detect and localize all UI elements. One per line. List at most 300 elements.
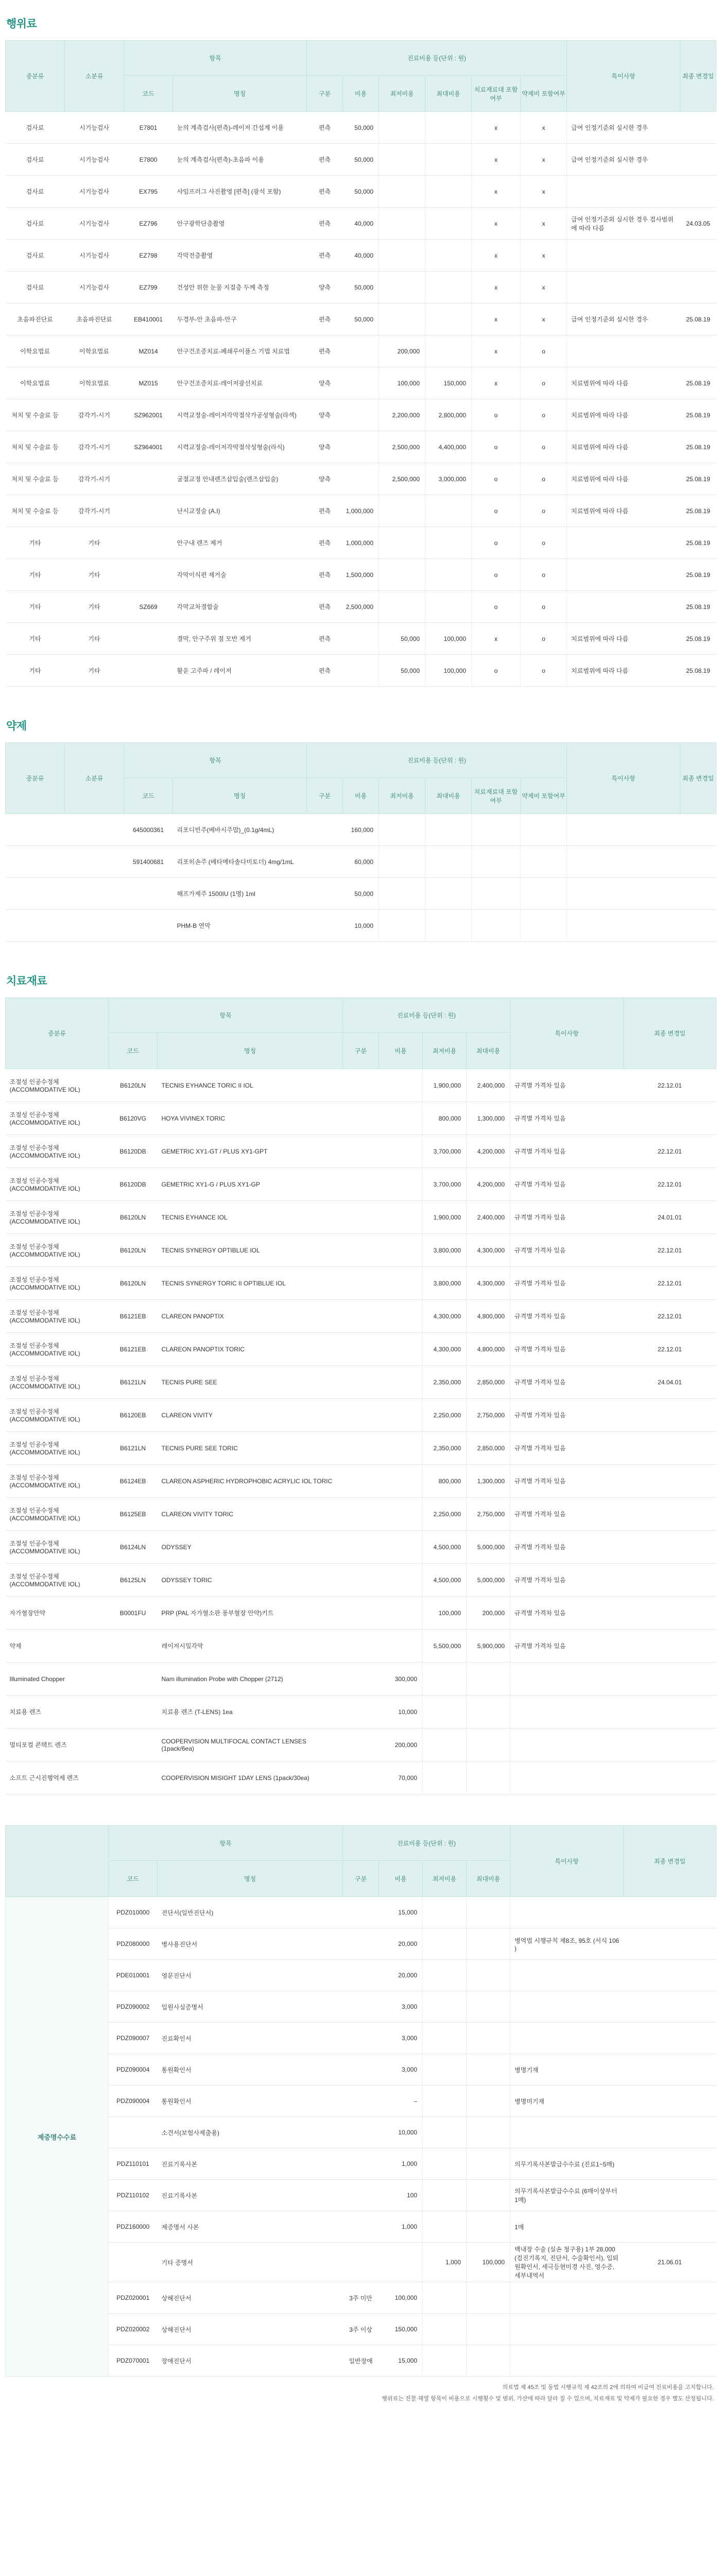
cell-last-changed bbox=[624, 2211, 716, 2243]
cell-code: MZ015 bbox=[124, 367, 173, 399]
cell-name: 기타 증명서 bbox=[158, 2243, 343, 2282]
cell-note: 규격별 가격차 있음 bbox=[510, 1630, 624, 1663]
cell-min: 4,500,000 bbox=[423, 1531, 467, 1564]
cell-min: 2,500,000 bbox=[379, 463, 425, 495]
cell-min bbox=[423, 1928, 467, 1960]
cell-drug-included: o bbox=[521, 495, 567, 527]
cell-note: 규격별 가격차 있음 bbox=[510, 1102, 624, 1135]
cell-code bbox=[124, 623, 173, 655]
cell-last-changed bbox=[680, 144, 716, 176]
table-row bbox=[6, 463, 716, 495]
cell-cost: 10,000 bbox=[343, 910, 379, 942]
cell-last-changed: 22.12.01 bbox=[624, 1234, 716, 1267]
cell-max bbox=[467, 2148, 510, 2180]
cell-cost: 70,000 bbox=[379, 1761, 423, 1794]
cell-cost: 50,000 bbox=[343, 878, 379, 910]
cell-max bbox=[425, 559, 472, 591]
cell-max bbox=[467, 2345, 510, 2377]
cell-max: 2,800,000 bbox=[425, 399, 472, 431]
header-major: 중분류 bbox=[6, 998, 109, 1069]
cell-last-changed: 25.08.19 bbox=[680, 399, 716, 431]
cell-last-changed bbox=[624, 2148, 716, 2180]
cell-drug-included: o bbox=[521, 655, 567, 687]
cell-major: 처치 및 수술료 등 bbox=[6, 463, 65, 495]
cell-major: 기타 bbox=[6, 591, 65, 623]
cell-treatment-included: x bbox=[472, 367, 521, 399]
cell-name: 진료기록사본 bbox=[158, 2148, 343, 2180]
cell-max: 3,000,000 bbox=[425, 463, 472, 495]
cell-code: B6120LN bbox=[109, 1267, 158, 1300]
cell-min bbox=[379, 846, 425, 878]
cell-note bbox=[510, 1897, 624, 1928]
procedure-fee-table bbox=[5, 40, 716, 687]
table-row bbox=[6, 1432, 716, 1465]
cell-note: 병명미기재 bbox=[510, 2086, 624, 2117]
header-cost: 비용 bbox=[343, 778, 379, 814]
cell-cost: 50,000 bbox=[343, 303, 379, 335]
cell-code: B6124LN bbox=[109, 1531, 158, 1564]
cell-minor: 시기능검사 bbox=[65, 240, 124, 272]
table-row bbox=[6, 591, 716, 623]
cell-name: 전단서(일반진단서) bbox=[158, 1897, 343, 1928]
cell-last-changed bbox=[624, 1432, 716, 1465]
cell-note: 백내장 수술 (실손 청구용) 1부 28,000 (검진기록지, 진단서, 수술확인서), 입퇴원확인서, 세극등현미경 사진, 영수증, 세부내역서 bbox=[510, 2243, 624, 2282]
cell-note: 의무기록사본발급수수료 (진료1~5매) bbox=[510, 2148, 624, 2180]
cell-minor: 기타 bbox=[65, 655, 124, 687]
cell-name: PHM-B 연막 bbox=[173, 910, 307, 942]
cell-name: COOPERVISION MULTIFOCAL CONTACT LENSES (1pack/6ea) bbox=[158, 1728, 343, 1761]
cell-note bbox=[567, 240, 680, 272]
cell-last-changed bbox=[680, 335, 716, 367]
cell-major: 기타 bbox=[6, 559, 65, 591]
header-min: 최저비용 bbox=[423, 1861, 467, 1897]
cell-note: 급여 인정기준외 실시한 경우 bbox=[567, 303, 680, 335]
cell-gubun: 편측 bbox=[307, 559, 343, 591]
cell-min bbox=[379, 240, 425, 272]
cell-max: 1,300,000 bbox=[467, 1102, 510, 1135]
cell-gubun: 편측 bbox=[307, 623, 343, 655]
table-row bbox=[6, 846, 716, 878]
cell-last-changed bbox=[624, 1630, 716, 1663]
cell-min bbox=[379, 112, 425, 144]
cell-max: 100,000 bbox=[425, 655, 472, 687]
header-item: 항목 bbox=[124, 743, 307, 778]
cell-last-changed: 25.08.19 bbox=[680, 623, 716, 655]
table-row bbox=[6, 814, 716, 846]
cell-name: HOYA VIVINEX TORIC bbox=[158, 1102, 343, 1135]
cell-gubun bbox=[343, 1991, 379, 2023]
cell-major: 조절성 인공수정체 (ACCOMMODATIVE IOL) bbox=[6, 1300, 109, 1333]
header-last-changed: 최종 변경일 bbox=[680, 41, 716, 112]
cell-major: 이학요법료 bbox=[6, 335, 65, 367]
cell-note: 규격별 가격차 있음 bbox=[510, 1333, 624, 1366]
cell-code: PDZ160000 bbox=[109, 2211, 158, 2243]
cell-min: 2,500,000 bbox=[379, 431, 425, 463]
cell-last-changed bbox=[680, 846, 716, 878]
cell-max bbox=[467, 2211, 510, 2243]
header-gubun: 구분 bbox=[343, 1033, 379, 1069]
cell-last-changed: 24.01.01 bbox=[624, 1201, 716, 1234]
cell-last-changed bbox=[624, 1498, 716, 1531]
cell-min bbox=[423, 2148, 467, 2180]
cell-max bbox=[467, 1696, 510, 1728]
cell-max: 4,800,000 bbox=[467, 1300, 510, 1333]
header-name: 명칭 bbox=[173, 778, 307, 814]
header-cost: 비용 bbox=[379, 1861, 423, 1897]
cell-max bbox=[467, 1728, 510, 1761]
cell-cost: 15,000 bbox=[379, 1897, 423, 1928]
cell-code: PDZ020002 bbox=[109, 2314, 158, 2345]
cell-cost: 1,000 bbox=[379, 2211, 423, 2243]
cell-major: 조절성 인공수정체 (ACCOMMODATIVE IOL) bbox=[6, 1069, 109, 1102]
cell-major: 조절성 인공수정체 (ACCOMMODATIVE IOL) bbox=[6, 1498, 109, 1531]
cell-name: 레이저시밀각막 bbox=[158, 1630, 343, 1663]
table-row bbox=[6, 1991, 716, 2023]
header-max: 최대비용 bbox=[467, 1033, 510, 1069]
cell-cost bbox=[343, 623, 379, 655]
cell-code bbox=[109, 1696, 158, 1728]
header-min: 최저비용 bbox=[379, 778, 425, 814]
cell-code bbox=[109, 2117, 158, 2148]
header-drug-included: 약제비 포함여부 bbox=[521, 778, 567, 814]
header-cost: 비용 bbox=[379, 1033, 423, 1069]
cell-treatment-included bbox=[472, 910, 521, 942]
header-max: 최대비용 bbox=[425, 76, 472, 112]
cell-gubun bbox=[343, 1663, 379, 1696]
cell-gubun bbox=[343, 2180, 379, 2211]
cell-code: EZ798 bbox=[124, 240, 173, 272]
cell-last-changed: 25.08.19 bbox=[680, 591, 716, 623]
cell-max: 2,750,000 bbox=[467, 1399, 510, 1432]
header-note: 특이사항 bbox=[510, 1826, 624, 1897]
cell-minor: 기타 bbox=[65, 559, 124, 591]
cell-name: 치료용 렌즈 (T-LENS) 1ea bbox=[158, 1696, 343, 1728]
cell-code: SZ964001 bbox=[124, 431, 173, 463]
cell-gubun bbox=[343, 2148, 379, 2180]
cell-note bbox=[567, 559, 680, 591]
cell-name: 굴절교정 안내렌즈삽입술(렌즈삽입술) bbox=[173, 463, 307, 495]
cell-last-changed bbox=[624, 1564, 716, 1597]
cell-gubun: 편측 bbox=[307, 176, 343, 208]
cell-last-changed bbox=[680, 272, 716, 303]
cell-min: 50,000 bbox=[379, 623, 425, 655]
cell-treatment-included: x bbox=[472, 623, 521, 655]
cell-last-changed bbox=[624, 2282, 716, 2314]
section-title-drugs: 약제 bbox=[6, 720, 27, 732]
table-row bbox=[6, 2282, 716, 2314]
header-treatment-included: 치료재료대 포함여부 bbox=[472, 76, 521, 112]
cell-max bbox=[425, 527, 472, 559]
table-row bbox=[6, 176, 716, 208]
cell-cost: 150,000 bbox=[379, 2314, 423, 2345]
header-max: 최대비용 bbox=[425, 778, 472, 814]
cell-gubun bbox=[343, 1300, 379, 1333]
cell-max: 2,400,000 bbox=[467, 1201, 510, 1234]
cell-code: B6121LN bbox=[109, 1432, 158, 1465]
cell-cost bbox=[379, 1498, 423, 1531]
header-gubun: 구분 bbox=[307, 778, 343, 814]
cell-cost bbox=[379, 1201, 423, 1234]
cell-gubun bbox=[307, 878, 343, 910]
cell-minor bbox=[65, 814, 124, 846]
cell-minor: 감각기-시기 bbox=[65, 463, 124, 495]
cell-min: 3,800,000 bbox=[423, 1267, 467, 1300]
cell-min bbox=[423, 2345, 467, 2377]
cell-last-changed: 22.12.01 bbox=[624, 1168, 716, 1201]
table-row bbox=[6, 2243, 716, 2282]
cell-last-changed: 25.08.19 bbox=[680, 495, 716, 527]
cell-min bbox=[379, 208, 425, 240]
cell-code: PDZ020001 bbox=[109, 2282, 158, 2314]
cell-max bbox=[425, 176, 472, 208]
cell-gubun bbox=[343, 2117, 379, 2148]
cell-cost: 50,000 bbox=[343, 176, 379, 208]
cell-gubun bbox=[343, 1135, 379, 1168]
cell-min bbox=[379, 527, 425, 559]
cell-max bbox=[467, 1960, 510, 1991]
cell-treatment-included: o bbox=[472, 527, 521, 559]
cell-name: Nam illumination Probe with Chopper (2712) bbox=[158, 1663, 343, 1696]
cell-code bbox=[124, 559, 173, 591]
cell-major: 이학요법료 bbox=[6, 367, 65, 399]
cell-min bbox=[423, 1960, 467, 1991]
cell-code: PDZ010000 bbox=[109, 1897, 158, 1928]
cell-gubun bbox=[343, 2086, 379, 2117]
cell-treatment-included: o bbox=[472, 591, 521, 623]
cell-note bbox=[510, 2314, 624, 2345]
cell-note: 병명기재 bbox=[510, 2054, 624, 2086]
cell-major: 조절성 인공수정체 (ACCOMMODATIVE IOL) bbox=[6, 1531, 109, 1564]
cell-max: 100,000 bbox=[467, 2243, 510, 2282]
cell-min bbox=[423, 2180, 467, 2211]
cell-gubun: 편측 bbox=[307, 591, 343, 623]
cell-treatment-included: o bbox=[472, 399, 521, 431]
cell-cost: 10,000 bbox=[379, 1696, 423, 1728]
cell-gubun bbox=[307, 910, 343, 942]
cell-note: 규격별 가격차 있음 bbox=[510, 1465, 624, 1498]
cell-last-changed bbox=[624, 1399, 716, 1432]
cell-max bbox=[467, 2023, 510, 2054]
cell-cost bbox=[343, 431, 379, 463]
cell-last-changed bbox=[680, 814, 716, 846]
cell-name: 건성안 위한 눈물 지질층 두께 측정 bbox=[173, 272, 307, 303]
header-min: 최저비용 bbox=[423, 1033, 467, 1069]
table-row bbox=[6, 878, 716, 910]
cell-note: 치료범위에 따라 다름 bbox=[567, 367, 680, 399]
table-row bbox=[6, 1135, 716, 1168]
cell-name: 진료기록사본 bbox=[158, 2180, 343, 2211]
cell-min: 1,900,000 bbox=[423, 1201, 467, 1234]
cell-cost: 50,000 bbox=[343, 272, 379, 303]
cell-code: 645000361 bbox=[124, 814, 173, 846]
procedure-rows bbox=[6, 112, 716, 687]
cell-gubun bbox=[307, 846, 343, 878]
table-row bbox=[6, 1333, 716, 1366]
cell-gubun bbox=[343, 2243, 379, 2282]
table-row bbox=[6, 1234, 716, 1267]
header-code: 코드 bbox=[109, 1861, 158, 1897]
cell-note bbox=[510, 2345, 624, 2377]
cell-max bbox=[467, 2180, 510, 2211]
header-item: 항목 bbox=[109, 1826, 343, 1861]
cell-major: 검사료 bbox=[6, 272, 65, 303]
table-row bbox=[6, 367, 716, 399]
cell-note: 1매 bbox=[510, 2211, 624, 2243]
cell-cost bbox=[379, 1465, 423, 1498]
footnote-block bbox=[5, 2382, 716, 2404]
cell-gubun bbox=[343, 1597, 379, 1630]
cell-code: B6120LN bbox=[109, 1234, 158, 1267]
table-row bbox=[6, 910, 716, 942]
cell-last-changed bbox=[624, 1597, 716, 1630]
cell-major bbox=[6, 814, 65, 846]
cell-cost: 3,000 bbox=[379, 2054, 423, 2086]
cell-last-changed: 25.08.19 bbox=[680, 431, 716, 463]
cell-treatment-included: x bbox=[472, 272, 521, 303]
cell-note bbox=[510, 2282, 624, 2314]
cell-code: B6125EB bbox=[109, 1498, 158, 1531]
cell-max: 100,000 bbox=[425, 623, 472, 655]
cell-drug-included: o bbox=[521, 623, 567, 655]
cell-note: 치료범위에 따라 다름 bbox=[567, 463, 680, 495]
cell-cost bbox=[379, 1432, 423, 1465]
cell-minor: 이학요법료 bbox=[65, 335, 124, 367]
cell-drug-included: o bbox=[521, 335, 567, 367]
cell-code: 591400681 bbox=[124, 846, 173, 878]
drug-rows bbox=[6, 814, 716, 942]
cell-note: 급여 인정기준외 실시한 경우 검사범위에 따라 다름 bbox=[567, 208, 680, 240]
cell-min bbox=[423, 1728, 467, 1761]
cell-note: 규격별 가격차 있음 bbox=[510, 1168, 624, 1201]
cell-code: PDZ080000 bbox=[109, 1928, 158, 1960]
cell-min bbox=[379, 495, 425, 527]
cell-gubun: 3주 미만 bbox=[343, 2282, 379, 2314]
cell-last-changed bbox=[680, 240, 716, 272]
cell-max: 5,000,000 bbox=[467, 1564, 510, 1597]
cell-min: 1,000 bbox=[423, 2243, 467, 2282]
cell-minor: 시기능검사 bbox=[65, 272, 124, 303]
cell-cost bbox=[379, 1135, 423, 1168]
cell-code: B6120DB bbox=[109, 1135, 158, 1168]
cell-max bbox=[425, 144, 472, 176]
cell-drug-included: x bbox=[521, 208, 567, 240]
cell-last-changed bbox=[624, 1663, 716, 1696]
cell-name: COOPERVISION MISIGHT 1DAY LENS (1pack/30ea) bbox=[158, 1761, 343, 1794]
cell-gubun: 양측 bbox=[307, 463, 343, 495]
table-row bbox=[6, 1399, 716, 1432]
cell-gubun: 편측 bbox=[307, 495, 343, 527]
cell-cost: 20,000 bbox=[379, 1960, 423, 1991]
cell-note: 규격별 가격차 있음 bbox=[510, 1432, 624, 1465]
cell-last-changed: 22.12.01 bbox=[624, 1333, 716, 1366]
cell-code: E7800 bbox=[124, 144, 173, 176]
footnote-line: 행위료는 진찰·해열 항목이 비용으로 시행횟수 및 범위, 가산에 따라 달라 질 수 있으며, 치료재료 및 약제가 필요한 경우 별도 산정됩니다. bbox=[382, 2396, 714, 2402]
cell-note: 치료범위에 따라 다름 bbox=[567, 431, 680, 463]
cell-code: B6120DB bbox=[109, 1168, 158, 1201]
cell-max bbox=[425, 303, 472, 335]
table-row bbox=[6, 1897, 716, 1928]
certificate-fee-table bbox=[5, 1825, 716, 2377]
cell-name: CLAREON VIVITY TORIC bbox=[158, 1498, 343, 1531]
cell-note bbox=[567, 527, 680, 559]
cell-max: 4,400,000 bbox=[425, 431, 472, 463]
cell-note bbox=[510, 1960, 624, 1991]
cell-max bbox=[425, 335, 472, 367]
cell-max bbox=[467, 2117, 510, 2148]
cell-gubun bbox=[343, 1069, 379, 1102]
header-note: 특이사항 bbox=[567, 41, 680, 112]
cell-note: 치료범위에 따라 다름 bbox=[567, 655, 680, 687]
cell-max bbox=[425, 814, 472, 846]
cell-drug-included: x bbox=[521, 303, 567, 335]
cell-major: 약제 bbox=[6, 1630, 109, 1663]
header-name: 명칭 bbox=[173, 76, 307, 112]
cell-name: 소견서(보험사제출용) bbox=[158, 2117, 343, 2148]
cell-code: EZ799 bbox=[124, 272, 173, 303]
cell-code: PDZ090007 bbox=[109, 2023, 158, 2054]
cell-minor: 기타 bbox=[65, 591, 124, 623]
cell-major: 조절성 인공수정체 (ACCOMMODATIVE IOL) bbox=[6, 1432, 109, 1465]
cell-name: CLAREON VIVITY bbox=[158, 1399, 343, 1432]
table-row bbox=[6, 2211, 716, 2243]
cell-gubun bbox=[343, 1102, 379, 1135]
cell-max bbox=[425, 272, 472, 303]
cell-name: TECNIS SYNERGY TORIC II OPTIBLUE IOL bbox=[158, 1267, 343, 1300]
cell-name: 상해진단서 bbox=[158, 2282, 343, 2314]
cell-min: 100,000 bbox=[379, 367, 425, 399]
cell-name: 시력교정술-레이저각막절삭가공성형술(라섹) bbox=[173, 399, 307, 431]
cell-last-changed: 21.06.01 bbox=[624, 2243, 716, 2282]
cell-note: 치료범위에 따라 다름 bbox=[567, 495, 680, 527]
cell-treatment-included: x bbox=[472, 176, 521, 208]
material-fee-table bbox=[5, 997, 716, 1794]
header-min: 최저비용 bbox=[379, 76, 425, 112]
cell-note: 규격별 가격차 있음 bbox=[510, 1597, 624, 1630]
table-row bbox=[6, 527, 716, 559]
header-last-changed: 최종 변경일 bbox=[624, 998, 716, 1069]
cell-name: 통원확인서 bbox=[158, 2086, 343, 2117]
cell-note bbox=[567, 910, 680, 942]
cell-max bbox=[425, 240, 472, 272]
cell-gubun bbox=[343, 1531, 379, 1564]
cell-code bbox=[124, 495, 173, 527]
cell-min bbox=[379, 878, 425, 910]
cell-note: 치료범위에 따라 다름 bbox=[567, 399, 680, 431]
cell-major: 처치 및 수술료 등 bbox=[6, 495, 65, 527]
cell-gubun: 일반장애 bbox=[343, 2345, 379, 2377]
cell-gubun bbox=[343, 1928, 379, 1960]
header-code: 코드 bbox=[124, 778, 173, 814]
cell-last-changed bbox=[624, 1897, 716, 1928]
cell-note: 규격별 가격차 있음 bbox=[510, 1498, 624, 1531]
cell-note: 규격별 가격차 있음 bbox=[510, 1564, 624, 1597]
cell-minor: 시기능검사 bbox=[65, 176, 124, 208]
cell-code: PDZ090004 bbox=[109, 2086, 158, 2117]
header-treatment-included: 치료재료대 포함여부 bbox=[472, 778, 521, 814]
cell-cost: 50,000 bbox=[343, 144, 379, 176]
cell-cost bbox=[343, 335, 379, 367]
cell-gubun bbox=[343, 2054, 379, 2086]
cell-note: 규격별 가격차 있음 bbox=[510, 1531, 624, 1564]
cell-note bbox=[567, 878, 680, 910]
cell-cost bbox=[379, 1267, 423, 1300]
cell-last-changed: 24.03.05 bbox=[680, 208, 716, 240]
header-drug-included: 약제비 포함여부 bbox=[521, 76, 567, 112]
table-row bbox=[6, 2180, 716, 2211]
cell-note bbox=[567, 846, 680, 878]
cell-treatment-included bbox=[472, 814, 521, 846]
cell-note bbox=[567, 272, 680, 303]
